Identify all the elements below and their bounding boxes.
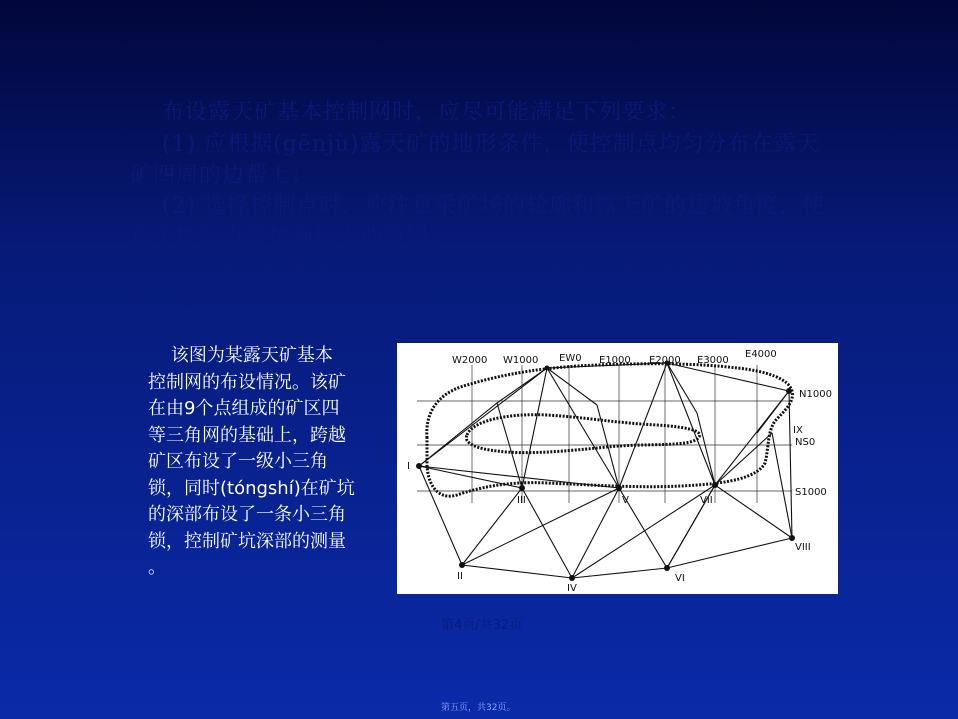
triangulation-lines <box>419 363 792 578</box>
grid-label-top: EW0 <box>559 353 582 364</box>
point-label: IX <box>793 425 803 436</box>
requirement-1: (1) 应根据(gēnjù)露天矿的地形条件，使控制点均匀分布在露天矿四周的边帮上； <box>130 132 820 188</box>
point-label: VI <box>675 573 685 584</box>
grid-label-top: E1000 <box>599 355 631 366</box>
grid-label-right: S1000 <box>795 487 827 498</box>
grid-label-top: W2000 <box>452 355 488 366</box>
description-line: 的深部布设了一条小三角 <box>148 504 346 525</box>
control-points <box>416 361 795 582</box>
grid-label-top: E3000 <box>697 355 729 366</box>
description-line: 锁，控制矿坑深部的测量 <box>148 530 346 552</box>
footer-text: 第五页，共32页。 <box>441 703 516 713</box>
requirements-intro: 布设露天矿基本控制网时，应尽可能满足下列要求： <box>130 100 691 125</box>
point-label: III <box>517 495 526 506</box>
control-network-figure <box>397 343 838 594</box>
point-label: V <box>622 495 629 506</box>
description-line: 锁，同时(tóngshí)在矿坑 <box>148 477 355 499</box>
point-label: VII <box>700 495 713 506</box>
grid-label-top: E4000 <box>745 349 777 360</box>
description-line: 。 <box>148 557 166 578</box>
page-number: 第4页/共32页 <box>441 618 523 633</box>
requirement-3: (3) 布设控制点时，应考虑采矿工作的发展方向和边坡的稳定性，使控制点能长时间的保存。 <box>130 256 828 312</box>
grid-label-top: E2000 <box>649 355 681 366</box>
grid-label-right: NS0 <box>795 437 816 448</box>
grid-label-top: W1000 <box>503 355 539 366</box>
control-network-diagram <box>397 343 838 594</box>
pit-outline <box>427 364 793 496</box>
point-label: IV <box>567 583 577 594</box>
point-label: I <box>407 461 410 472</box>
figure-description <box>148 343 384 582</box>
description-line: 矿区布设了一级小三角 <box>148 451 328 472</box>
description-line: 控制网的布设情况。该矿 <box>148 371 346 393</box>
requirement-2: (2) 选择控制点时，应注意采矿场的轮廓和露天矿的边坡角度，使每个控制点能控制较大的范围； <box>130 194 826 250</box>
description-line: 在由9个点组成的矿区四 <box>148 398 340 419</box>
description-line: 该图为某露天矿基本 <box>148 345 333 366</box>
grid-label-right: N1000 <box>799 389 832 400</box>
description-line: 等三角网的基础上，跨越 <box>148 424 346 446</box>
point-label: II <box>457 571 463 582</box>
point-label: VIII <box>795 542 811 553</box>
